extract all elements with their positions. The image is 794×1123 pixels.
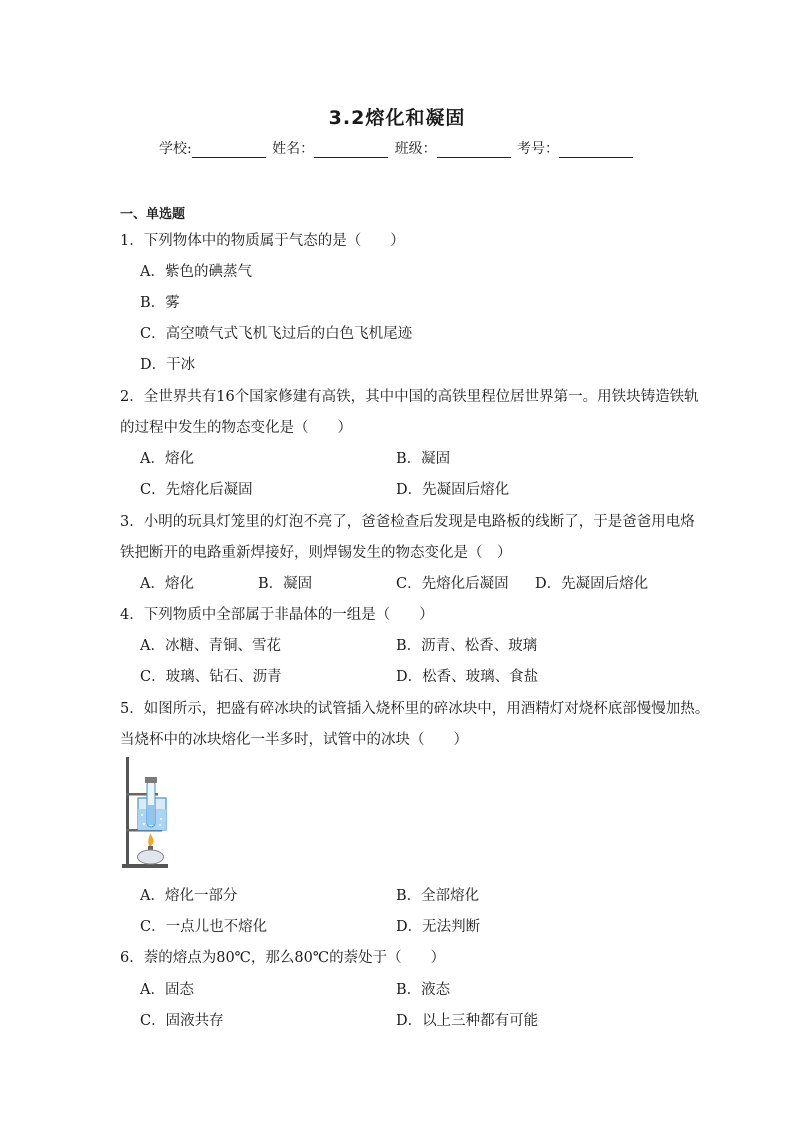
question-3-option-c: C．先熔化后凝固 xyxy=(396,576,509,592)
section-heading: 一、单选题 xyxy=(120,207,186,222)
question-5-option-a: A．熔化一部分 xyxy=(140,888,238,904)
name-blank[interactable] xyxy=(314,142,388,158)
question-1-option-d: D．干冰 xyxy=(140,357,196,373)
question-1-stem: 1．下列物体中的物质属于气态的是（ ） xyxy=(120,233,405,249)
question-2-stem-line1: 2．全世界共有16个国家修建有高铁，其中中国的高铁里程位居世界第一。用铁块铸造铁轨 xyxy=(120,389,699,405)
question-4-stem: 4．下列物质中全部属于非晶体的一组是（ ） xyxy=(120,607,434,623)
stand-rod xyxy=(126,757,129,867)
page-title: 3.2熔化和凝固 xyxy=(328,107,466,129)
question-2-option-b: B．凝固 xyxy=(396,451,451,467)
question-1-option-c: C．高空喷气式飞机飞过后的白色飞机尾迹 xyxy=(140,326,413,342)
test-tube-ice xyxy=(148,805,154,825)
question-5-stem-line1: 5．如图所示，把盛有碎冰块的试管插入烧杯里的碎冰块中，用酒精灯对烧杯底部慢慢加热。 xyxy=(120,701,710,717)
question-4-option-d: D．松香、玻璃、食盐 xyxy=(396,669,539,685)
school-blank[interactable] xyxy=(192,142,266,158)
burner-wick xyxy=(148,846,153,850)
question-5-option-c: C．一点儿也不熔化 xyxy=(140,919,268,935)
number-blank[interactable] xyxy=(559,142,633,158)
flame xyxy=(148,833,153,847)
question-6-option-d: D．以上三种都有可能 xyxy=(396,1013,539,1029)
question-4-option-c: C．玻璃、钻石、沥青 xyxy=(140,669,282,685)
question-3-option-b: B．凝固 xyxy=(258,576,313,592)
question-3-stem-line1: 3．小明的玩具灯笼里的灯泡不亮了，爸爸检查后发现是电路板的线断了，于是爸爸用电烙 xyxy=(120,514,695,530)
question-2-option-c: C．先熔化后凝固 xyxy=(140,482,253,498)
tube-clamp xyxy=(145,777,157,783)
question-6-option-a: A．固态 xyxy=(140,982,194,998)
question-2-option-a: A．熔化 xyxy=(140,451,194,467)
student-info-line xyxy=(0,138,794,158)
question-2-stem-line2: 的过程中发生的物态变化是（ ） xyxy=(120,420,352,436)
class-label: 班级： xyxy=(394,141,437,157)
name-label: 姓名： xyxy=(272,141,315,157)
stand-base xyxy=(122,864,168,868)
question-4-option-a: A．冰糖、青铜、雪花 xyxy=(140,638,281,654)
question-6-option-c: C．固液共存 xyxy=(140,1013,224,1029)
question-5-option-b: B．全部熔化 xyxy=(396,888,480,904)
question-3-option-d: D．先凝固后熔化 xyxy=(535,576,649,592)
question-1-option-b: B．雾 xyxy=(140,295,180,311)
school-label: 学校: xyxy=(158,141,192,157)
heating-apparatus-figure xyxy=(120,755,170,870)
question-2-option-d: D．先凝固后熔化 xyxy=(396,482,510,498)
question-6-option-b: B．液态 xyxy=(396,982,451,998)
number-label: 考号： xyxy=(517,141,560,157)
question-3-stem-line2: 铁把断开的电路重新焊接好，则焊锡发生的物态变化是（ ） xyxy=(120,545,512,561)
question-4-option-b: B．沥青、松香、玻璃 xyxy=(396,638,538,654)
question-1-option-a: A．紫色的碘蒸气 xyxy=(140,264,252,280)
question-5-stem-line2: 当烧杯中的冰块熔化一半多时，试管中的冰块（ ） xyxy=(120,732,468,748)
question-6-stem: 6．萘的熔点为80℃，那么80℃的萘处于（ ） xyxy=(120,950,446,966)
question-3-option-a: A．熔化 xyxy=(140,576,194,592)
alcohol-lamp xyxy=(138,850,164,864)
class-blank[interactable] xyxy=(437,142,511,158)
question-5-option-d: D．无法判断 xyxy=(396,919,481,935)
